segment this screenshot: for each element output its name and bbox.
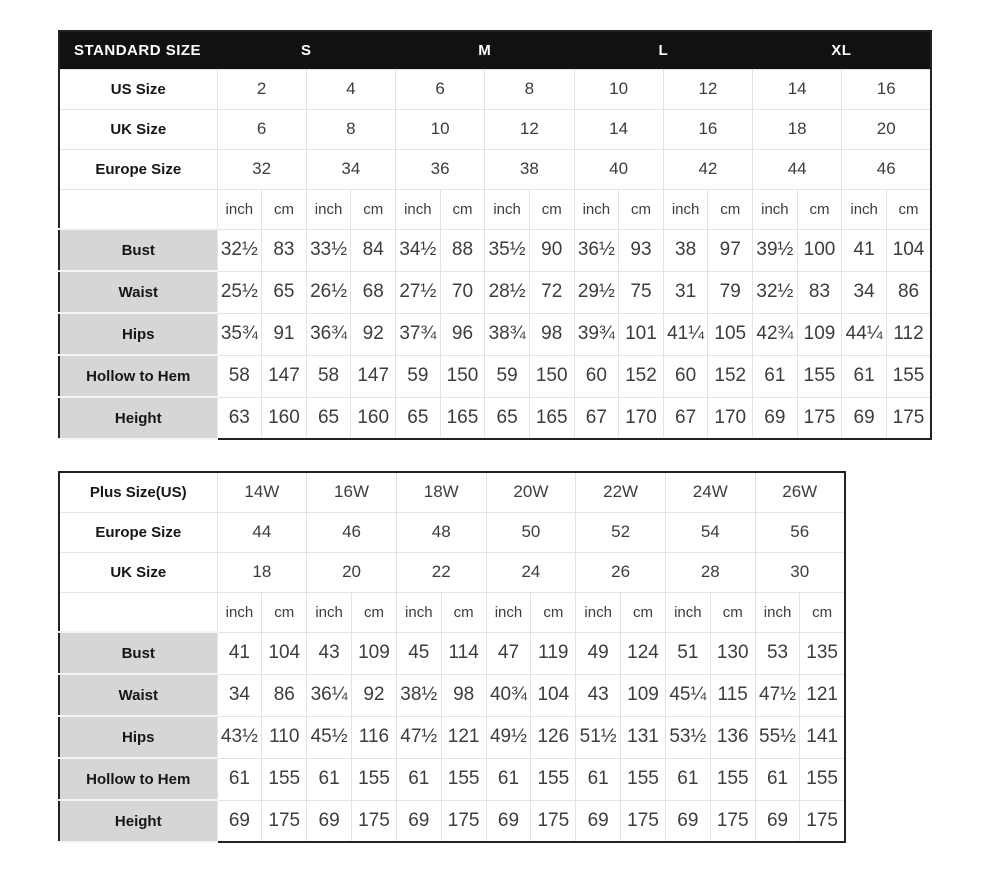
measure-row [59, 313, 931, 355]
row-label: Europe Size [59, 149, 217, 189]
inch-value: 65 [306, 397, 351, 439]
inch-value: 60 [574, 355, 619, 397]
inch-value: 43 [307, 632, 352, 674]
inch-value: 31 [663, 271, 708, 313]
size-value: 20 [307, 552, 397, 592]
inch-value: 47 [486, 632, 531, 674]
cm-value: 155 [886, 355, 931, 397]
inch-value: 69 [576, 800, 621, 842]
inch-value: 40¾ [486, 674, 531, 716]
inch-value: 61 [755, 758, 800, 800]
inch-value: 35¾ [217, 313, 262, 355]
measure-row [59, 632, 845, 674]
inch-unit-label: inch [217, 189, 262, 229]
inch-value: 61 [217, 758, 262, 800]
cm-value: 121 [441, 716, 486, 758]
inch-value: 36¼ [307, 674, 352, 716]
cm-unit-label: cm [886, 189, 931, 229]
size-row [59, 109, 931, 149]
size-value: 22 [396, 552, 486, 592]
inch-value: 59 [485, 355, 530, 397]
cm-value: 101 [619, 313, 664, 355]
cm-value: 119 [531, 632, 576, 674]
size-value: 8 [306, 109, 395, 149]
cm-value: 155 [710, 758, 755, 800]
size-group-label-s: S [217, 31, 396, 69]
cm-value: 175 [800, 800, 845, 842]
inch-value: 69 [486, 800, 531, 842]
inch-value: 25½ [217, 271, 262, 313]
cm-unit-label: cm [351, 189, 396, 229]
cm-unit-label: cm [440, 189, 485, 229]
cm-value: 105 [708, 313, 753, 355]
inch-value: 69 [665, 800, 710, 842]
standard-size-table [58, 30, 932, 440]
cm-value: 97 [708, 229, 753, 271]
inch-value: 59 [396, 355, 441, 397]
cm-value: 110 [262, 716, 307, 758]
inch-value: 34½ [396, 229, 441, 271]
cm-value: 112 [886, 313, 931, 355]
size-value: 16W [307, 472, 397, 512]
inch-value: 67 [574, 397, 619, 439]
cm-value: 152 [708, 355, 753, 397]
cm-value: 155 [800, 758, 845, 800]
cm-value: 104 [262, 632, 307, 674]
measure-row [59, 271, 931, 313]
plus-size-table [58, 471, 846, 843]
size-value: 46 [842, 149, 931, 189]
size-value: 50 [486, 512, 576, 552]
size-value: 30 [755, 552, 845, 592]
measure-row [59, 716, 845, 758]
measure-row [59, 674, 845, 716]
cm-unit-label: cm [708, 189, 753, 229]
inch-value: 49½ [486, 716, 531, 758]
inch-value: 27½ [396, 271, 441, 313]
size-value: 12 [663, 69, 752, 109]
cm-value: 84 [351, 229, 396, 271]
row-label: Hips [59, 313, 217, 355]
size-row [59, 472, 845, 512]
size-value: 4 [306, 69, 395, 109]
row-label: Waist [59, 674, 217, 716]
cm-value: 109 [621, 674, 666, 716]
inch-value: 45½ [307, 716, 352, 758]
table-title: STANDARD SIZE [59, 31, 217, 69]
inch-unit-label: inch [663, 189, 708, 229]
inch-value: 28½ [485, 271, 530, 313]
measure-row [59, 800, 845, 842]
inch-value: 53 [755, 632, 800, 674]
cm-value: 141 [800, 716, 845, 758]
cm-value: 109 [797, 313, 842, 355]
size-value: 14 [753, 69, 842, 109]
cm-unit-label: cm [441, 592, 486, 632]
cm-value: 121 [800, 674, 845, 716]
inch-value: 69 [755, 800, 800, 842]
size-value: 14W [217, 472, 307, 512]
measure-row [59, 229, 931, 271]
inch-value: 43 [576, 674, 621, 716]
cm-value: 93 [619, 229, 664, 271]
size-value: 18 [217, 552, 307, 592]
inch-value: 39½ [753, 229, 798, 271]
cm-value: 88 [440, 229, 485, 271]
row-label: Height [59, 800, 217, 842]
size-group-label-xl: XL [753, 31, 932, 69]
cm-value: 155 [352, 758, 397, 800]
cm-value: 98 [529, 313, 574, 355]
cm-value: 175 [797, 397, 842, 439]
inch-value: 61 [396, 758, 441, 800]
size-row [59, 149, 931, 189]
cm-value: 104 [886, 229, 931, 271]
cm-unit-label: cm [531, 592, 576, 632]
cm-value: 116 [352, 716, 397, 758]
inch-value: 61 [842, 355, 887, 397]
cm-value: 147 [262, 355, 307, 397]
inch-value: 69 [307, 800, 352, 842]
inch-value: 61 [665, 758, 710, 800]
size-value: 18 [753, 109, 842, 149]
size-value: 12 [485, 109, 574, 149]
cm-value: 70 [440, 271, 485, 313]
inch-unit-label: inch [396, 189, 441, 229]
size-value: 10 [396, 109, 485, 149]
cm-unit-label: cm [619, 189, 664, 229]
row-label: Bust [59, 229, 217, 271]
inch-value: 51 [665, 632, 710, 674]
cm-value: 75 [619, 271, 664, 313]
row-label: Bust [59, 632, 217, 674]
inch-value: 53½ [665, 716, 710, 758]
inch-value: 69 [753, 397, 798, 439]
unit-row [59, 592, 845, 632]
inch-value: 33½ [306, 229, 351, 271]
size-value: 20 [842, 109, 931, 149]
inch-value: 32½ [753, 271, 798, 313]
inch-unit-label: inch [485, 189, 530, 229]
size-group-label-m: M [396, 31, 575, 69]
cm-unit-label: cm [262, 592, 307, 632]
cm-value: 155 [531, 758, 576, 800]
cm-value: 170 [708, 397, 753, 439]
size-value: 26 [576, 552, 666, 592]
cm-value: 90 [529, 229, 574, 271]
size-value: 44 [753, 149, 842, 189]
cm-value: 175 [441, 800, 486, 842]
inch-value: 36½ [574, 229, 619, 271]
size-value: 42 [663, 149, 752, 189]
cm-value: 150 [529, 355, 574, 397]
inch-value: 38¾ [485, 313, 530, 355]
inch-value: 58 [217, 355, 262, 397]
inch-value: 44¼ [842, 313, 887, 355]
inch-value: 69 [217, 800, 262, 842]
cm-value: 147 [351, 355, 396, 397]
cm-value: 126 [531, 716, 576, 758]
empty-cell [59, 189, 217, 229]
row-label: Hips [59, 716, 217, 758]
inch-value: 32½ [217, 229, 262, 271]
inch-value: 55½ [755, 716, 800, 758]
cm-value: 165 [440, 397, 485, 439]
row-label: US Size [59, 69, 217, 109]
inch-unit-label: inch [576, 592, 621, 632]
cm-value: 68 [351, 271, 396, 313]
cm-value: 170 [619, 397, 664, 439]
inch-value: 63 [217, 397, 262, 439]
size-value: 26W [755, 472, 845, 512]
row-label: UK Size [59, 109, 217, 149]
size-value: 56 [755, 512, 845, 552]
cm-value: 114 [441, 632, 486, 674]
inch-value: 58 [306, 355, 351, 397]
inch-value: 61 [576, 758, 621, 800]
inch-value: 47½ [396, 716, 441, 758]
inch-value: 41¼ [663, 313, 708, 355]
size-value: 18W [396, 472, 486, 512]
inch-value: 42¾ [753, 313, 798, 355]
size-value: 46 [307, 512, 397, 552]
cm-unit-label: cm [710, 592, 755, 632]
unit-row [59, 189, 931, 229]
cm-value: 155 [797, 355, 842, 397]
inch-unit-label: inch [217, 592, 262, 632]
size-value: 10 [574, 69, 663, 109]
cm-value: 150 [440, 355, 485, 397]
cm-value: 175 [886, 397, 931, 439]
inch-value: 60 [663, 355, 708, 397]
inch-value: 61 [307, 758, 352, 800]
size-value: 44 [217, 512, 307, 552]
cm-value: 83 [262, 229, 307, 271]
row-label: Europe Size [59, 512, 217, 552]
row-label: UK Size [59, 552, 217, 592]
cm-value: 83 [797, 271, 842, 313]
inch-value: 47½ [755, 674, 800, 716]
empty-cell [59, 592, 217, 632]
cm-value: 115 [710, 674, 755, 716]
size-value: 2 [217, 69, 306, 109]
inch-value: 35½ [485, 229, 530, 271]
inch-unit-label: inch [842, 189, 887, 229]
size-value: 40 [574, 149, 663, 189]
inch-value: 39¾ [574, 313, 619, 355]
group-header-row [59, 31, 931, 69]
inch-unit-label: inch [755, 592, 800, 632]
cm-value: 175 [352, 800, 397, 842]
inch-value: 51½ [576, 716, 621, 758]
cm-value: 136 [710, 716, 755, 758]
cm-value: 160 [351, 397, 396, 439]
cm-value: 96 [440, 313, 485, 355]
cm-value: 175 [621, 800, 666, 842]
inch-value: 37¾ [396, 313, 441, 355]
cm-value: 175 [710, 800, 755, 842]
cm-value: 91 [262, 313, 307, 355]
size-value: 14 [574, 109, 663, 149]
inch-value: 65 [485, 397, 530, 439]
cm-value: 98 [441, 674, 486, 716]
cm-value: 130 [710, 632, 755, 674]
size-value: 22W [576, 472, 666, 512]
row-label: Height [59, 397, 217, 439]
cm-value: 175 [262, 800, 307, 842]
cm-value: 155 [441, 758, 486, 800]
cm-value: 86 [886, 271, 931, 313]
inch-value: 38 [663, 229, 708, 271]
row-label: Hollow to Hem [59, 758, 217, 800]
size-value: 48 [396, 512, 486, 552]
cm-value: 155 [621, 758, 666, 800]
inch-value: 43½ [217, 716, 262, 758]
inch-value: 34 [842, 271, 887, 313]
cm-value: 92 [351, 313, 396, 355]
size-value: 28 [665, 552, 755, 592]
measure-row [59, 355, 931, 397]
inch-value: 36¾ [306, 313, 351, 355]
inch-value: 61 [753, 355, 798, 397]
cm-value: 79 [708, 271, 753, 313]
cm-value: 104 [531, 674, 576, 716]
measure-row [59, 397, 931, 439]
inch-value: 67 [663, 397, 708, 439]
inch-value: 38½ [396, 674, 441, 716]
inch-value: 41 [217, 632, 262, 674]
size-value: 24W [665, 472, 755, 512]
size-value: 32 [217, 149, 306, 189]
size-value: 34 [306, 149, 395, 189]
cm-unit-label: cm [797, 189, 842, 229]
inch-unit-label: inch [486, 592, 531, 632]
cm-value: 131 [621, 716, 666, 758]
size-group-label-l: L [574, 31, 753, 69]
size-value: 54 [665, 512, 755, 552]
inch-value: 65 [396, 397, 441, 439]
size-value: 6 [217, 109, 306, 149]
inch-unit-label: inch [753, 189, 798, 229]
cm-value: 100 [797, 229, 842, 271]
inch-value: 34 [217, 674, 262, 716]
cm-unit-label: cm [262, 189, 307, 229]
cm-value: 135 [800, 632, 845, 674]
cm-value: 86 [262, 674, 307, 716]
inch-unit-label: inch [665, 592, 710, 632]
inch-unit-label: inch [574, 189, 619, 229]
size-value: 16 [842, 69, 931, 109]
size-value: 6 [396, 69, 485, 109]
inch-value: 29½ [574, 271, 619, 313]
cm-value: 152 [619, 355, 664, 397]
inch-unit-label: inch [306, 189, 351, 229]
inch-value: 49 [576, 632, 621, 674]
size-row [59, 512, 845, 552]
cm-value: 72 [529, 271, 574, 313]
measure-row [59, 758, 845, 800]
size-row [59, 69, 931, 109]
cm-unit-label: cm [800, 592, 845, 632]
row-label: Waist [59, 271, 217, 313]
size-value: 38 [485, 149, 574, 189]
size-value: 16 [663, 109, 752, 149]
inch-value: 69 [842, 397, 887, 439]
inch-unit-label: inch [396, 592, 441, 632]
cm-unit-label: cm [529, 189, 574, 229]
inch-value: 45¼ [665, 674, 710, 716]
inch-value: 41 [842, 229, 887, 271]
row-label: Plus Size(US) [59, 472, 217, 512]
cm-value: 175 [531, 800, 576, 842]
size-value: 52 [576, 512, 666, 552]
cm-value: 160 [262, 397, 307, 439]
cm-value: 109 [352, 632, 397, 674]
inch-value: 45 [396, 632, 441, 674]
row-label: Hollow to Hem [59, 355, 217, 397]
cm-value: 155 [262, 758, 307, 800]
inch-value: 61 [486, 758, 531, 800]
inch-value: 26½ [306, 271, 351, 313]
inch-value: 69 [396, 800, 441, 842]
size-value: 36 [396, 149, 485, 189]
size-row [59, 552, 845, 592]
size-value: 8 [485, 69, 574, 109]
cm-unit-label: cm [352, 592, 397, 632]
cm-unit-label: cm [621, 592, 666, 632]
size-value: 20W [486, 472, 576, 512]
cm-value: 65 [262, 271, 307, 313]
inch-unit-label: inch [307, 592, 352, 632]
cm-value: 124 [621, 632, 666, 674]
cm-value: 92 [352, 674, 397, 716]
size-value: 24 [486, 552, 576, 592]
cm-value: 165 [529, 397, 574, 439]
